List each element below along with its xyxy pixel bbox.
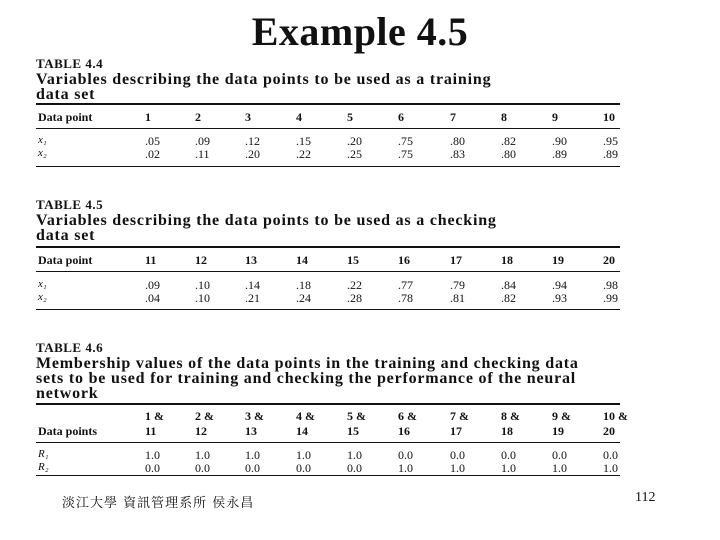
table-4-5-caption-line1: Variables describing the data points to be used as a checking [36, 212, 497, 229]
column-header: 10 [603, 110, 615, 124]
column-header-bottom: 16 [398, 424, 410, 438]
table-cell: .04 [145, 291, 160, 305]
table-4-4-number: TABLE 4.4 [36, 56, 104, 71]
table-4-5-header-rule [36, 271, 620, 272]
row-label: x₂ [38, 291, 47, 303]
table-cell: .15 [296, 134, 311, 148]
column-header-top: 1 & [145, 409, 164, 423]
row-label: R₁ [38, 448, 49, 460]
column-header: 14 [296, 253, 308, 267]
table-cell: .81 [450, 291, 465, 305]
table-cell: .14 [245, 278, 260, 292]
column-header: 11 [145, 253, 157, 267]
table-4-6-header-label: Data points [38, 424, 98, 438]
table-cell: .78 [398, 291, 413, 305]
row-label: x₁ [38, 278, 47, 290]
table-cell: .89 [552, 147, 567, 161]
column-header: 18 [501, 253, 513, 267]
table-cell: 0.0 [245, 461, 260, 475]
table-cell: 0.0 [296, 461, 311, 475]
table-cell: .09 [145, 278, 160, 292]
table-4-4-caption-line2: data set [36, 86, 96, 103]
column-header-bottom: 14 [296, 424, 308, 438]
table-4-4-caption-line1: Variables describing the data points to be used as a training [36, 71, 492, 88]
table-4-6-bottom-rule [36, 475, 620, 476]
table-cell: .99 [603, 291, 618, 305]
table-cell: 1.0 [245, 448, 260, 462]
table-cell: .82 [501, 134, 516, 148]
table-cell: .20 [347, 134, 362, 148]
table-cell: .02 [145, 147, 160, 161]
column-header: 19 [552, 253, 564, 267]
table-cell: 0.0 [501, 448, 516, 462]
table-4-4-caption [36, 56, 491, 102]
table-cell: .82 [501, 291, 516, 305]
table-cell: 0.0 [347, 461, 362, 475]
column-header: 1 [145, 110, 151, 124]
table-cell: 0.0 [145, 461, 160, 475]
table-4-4-top-rule [36, 103, 620, 105]
table-cell: .10 [195, 278, 210, 292]
table-cell: 1.0 [195, 448, 210, 462]
column-header: 15 [347, 253, 359, 267]
column-header: 5 [347, 110, 353, 124]
table-cell: .18 [296, 278, 311, 292]
table-cell: 0.0 [603, 448, 618, 462]
column-header: 12 [195, 253, 207, 267]
table-cell: .95 [603, 134, 618, 148]
column-header: 4 [296, 110, 302, 124]
table-4-6-caption-line3: network [36, 385, 99, 402]
column-header-top: 9 & [552, 409, 571, 423]
table-cell: 1.0 [347, 448, 362, 462]
table-4-4-bottom-rule [36, 166, 620, 167]
column-header-top: 2 & [195, 409, 214, 423]
table-cell: .93 [552, 291, 567, 305]
column-header: 9 [552, 110, 558, 124]
table-cell: .90 [552, 134, 567, 148]
table-4-6-number: TABLE 4.6 [36, 340, 104, 355]
column-header-top: 10 & [603, 409, 628, 423]
column-header-top: 8 & [501, 409, 520, 423]
column-header: 3 [245, 110, 251, 124]
column-header: 2 [195, 110, 201, 124]
column-header: 8 [501, 110, 507, 124]
row-label: x₂ [38, 147, 47, 159]
column-header-bottom: 15 [347, 424, 359, 438]
table-cell: .80 [501, 147, 516, 161]
table-cell: 1.0 [450, 461, 465, 475]
row-label: R₂ [38, 461, 49, 473]
table-cell: 1.0 [552, 461, 567, 475]
table-4-6-header-rule [36, 442, 620, 443]
table-4-6-caption-line1: Membership values of the data points in the training and checking data [36, 355, 579, 372]
table-cell: .77 [398, 278, 413, 292]
table-4-4-header-label: Data point [38, 110, 93, 124]
table-cell: .94 [552, 278, 567, 292]
table-cell: 0.0 [552, 448, 567, 462]
column-header-top: 7 & [450, 409, 469, 423]
table-cell: 1.0 [603, 461, 618, 475]
table-cell: .89 [603, 147, 618, 161]
table-4-5-caption [36, 197, 497, 243]
table-cell: .20 [245, 147, 260, 161]
column-header-bottom: 13 [245, 424, 257, 438]
column-header: 17 [450, 253, 462, 267]
table-4-6-caption [36, 340, 579, 401]
table-4-6-caption-line2: sets to be used for training and checking the performance of the neural [36, 370, 577, 387]
table-4-5-number: TABLE 4.5 [36, 197, 104, 212]
table-cell: 1.0 [501, 461, 516, 475]
column-header-top: 3 & [245, 409, 264, 423]
table-cell: .25 [347, 147, 362, 161]
table-4-5-bottom-rule [36, 309, 620, 310]
table-4-6-top-rule [36, 403, 620, 405]
page-number: 112 [635, 490, 656, 505]
table-4-4-header-rule [36, 128, 620, 129]
table-cell: .80 [450, 134, 465, 148]
column-header-bottom: 20 [603, 424, 615, 438]
table-cell: .09 [195, 134, 210, 148]
table-4-5-header-label: Data point [38, 253, 93, 267]
table-cell: 0.0 [398, 448, 413, 462]
table-cell: 0.0 [195, 461, 210, 475]
table-cell: .22 [296, 147, 311, 161]
column-header-top: 5 & [347, 409, 366, 423]
column-header-bottom: 12 [195, 424, 207, 438]
table-cell: 0.0 [450, 448, 465, 462]
row-label: x₁ [38, 134, 47, 146]
table-cell: .84 [501, 278, 516, 292]
table-cell: .05 [145, 134, 160, 148]
column-header-top: 6 & [398, 409, 417, 423]
column-header: 7 [450, 110, 456, 124]
table-cell: 1.0 [296, 448, 311, 462]
table-cell: .83 [450, 147, 465, 161]
table-cell: .10 [195, 291, 210, 305]
column-header-bottom: 17 [450, 424, 462, 438]
table-cell: 1.0 [145, 448, 160, 462]
column-header: 20 [603, 253, 615, 267]
table-cell: .28 [347, 291, 362, 305]
column-header-bottom: 18 [501, 424, 513, 438]
table-cell: .75 [398, 134, 413, 148]
table-cell: .21 [245, 291, 260, 305]
table-cell: .98 [603, 278, 618, 292]
table-cell: .11 [195, 147, 210, 161]
footer-institution: 淡江大學 資訊管理系所 侯永昌 [62, 496, 255, 511]
column-header: 16 [398, 253, 410, 267]
table-cell: .79 [450, 278, 465, 292]
column-header-bottom: 19 [552, 424, 564, 438]
table-cell: .75 [398, 147, 413, 161]
table-cell: .24 [296, 291, 311, 305]
column-header-bottom: 11 [145, 424, 157, 438]
column-header-top: 4 & [296, 409, 315, 423]
table-cell: .12 [245, 134, 260, 148]
column-header: 13 [245, 253, 257, 267]
column-header: 6 [398, 110, 404, 124]
table-4-5-caption-line2: data set [36, 227, 96, 244]
slide-title: Example 4.5 [251, 9, 469, 54]
table-cell: 1.0 [398, 461, 413, 475]
table-4-5-top-rule [36, 246, 620, 248]
table-cell: .22 [347, 278, 362, 292]
